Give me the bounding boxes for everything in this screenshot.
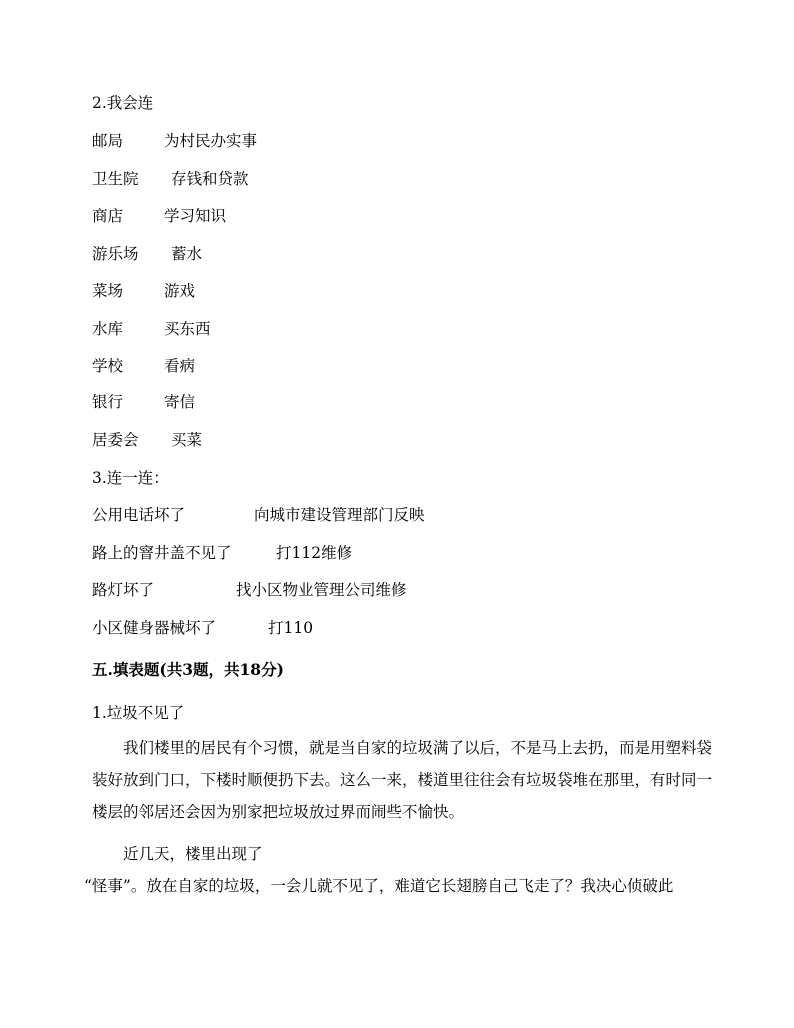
match-left-item: 菜场 (92, 282, 124, 300)
match-right-item: 游戏 (164, 282, 196, 300)
match-left-item: 居委会 (92, 431, 139, 449)
question-1-title: 1.垃圾不见了 (92, 704, 185, 722)
paragraph-line: “怪事”。放在自家的垃圾，一会儿就不见了，难道它长翅膀自己飞走了？我决心侦破此 (84, 877, 674, 895)
match-right-item: 打110 (268, 619, 314, 637)
match-left-item: 邮局 (92, 132, 124, 150)
match-left-item: 商店 (92, 207, 124, 225)
match-left-item: 路灯坏了 (92, 581, 155, 599)
match-left-item: 路上的窨井盖不见了 (92, 544, 232, 562)
match-left-item: 银行 (92, 393, 124, 411)
match-right-item: 寄信 (164, 393, 196, 411)
match-right-item: 存钱和贷款 (171, 170, 249, 188)
match-right-item: 学习知识 (164, 207, 227, 225)
match-right-item: 看病 (164, 357, 196, 375)
match-left-item: 游乐场 (92, 245, 139, 263)
match-right-item: 向城市建设管理部门反映 (254, 506, 425, 524)
match-right-item: 买东西 (164, 320, 211, 338)
match-right-item: 找小区物业管理公司维修 (236, 581, 407, 599)
section-2-title: 2.我会连 (92, 94, 154, 112)
section-3-title: 3.连一连： (92, 469, 169, 487)
match-left-item: 卫生院 (92, 170, 139, 188)
story-paragraph-1 (92, 732, 712, 828)
match-left-item: 小区健身器械坏了 (92, 619, 217, 637)
story-paragraph-2 (84, 838, 712, 902)
match-right-item: 打112维修 (276, 544, 353, 562)
paragraph-line: 近几天，楼里出现了 (123, 845, 263, 863)
match-right-item: 蓄水 (171, 245, 203, 263)
match-right-item: 买菜 (171, 431, 203, 449)
match-left-item: 学校 (92, 357, 124, 375)
match-right-item: 为村民办实事 (164, 132, 258, 150)
match-left-item: 水库 (92, 320, 124, 338)
part-5-heading: 五.填表题(共3题，共18分) (92, 660, 284, 679)
match-left-item: 公用电话坏了 (92, 506, 186, 524)
paragraph-text: 我们楼里的居民有个习惯，就是当自家的垃圾满了以后，不是马上去扔，而是用塑料袋装好放到门口，下楼时顺便扔下去。这么一来，楼道里往往会有垃圾袋堆在那里，有时同一楼层的邻居还会因为别家把垃圾放过界而闹些不愉快。 (92, 739, 713, 821)
